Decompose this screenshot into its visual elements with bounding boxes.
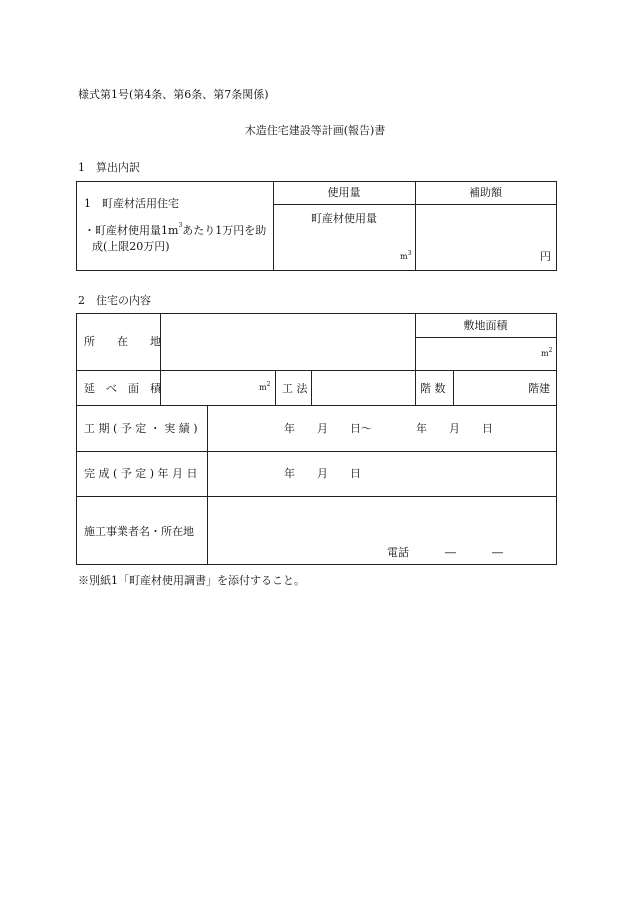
construction-method-label: 工 法 [282, 382, 308, 395]
floors-unit: 階建 [528, 382, 550, 395]
usage-unit: $m^3$ [400, 250, 412, 261]
usage-header: 使用量 [327, 186, 361, 199]
construction-period-label: 工 期 ( 予 定 ・ 実 績 ) [84, 422, 198, 435]
phone-separator-2: ― [492, 546, 503, 559]
completion-date-value: 年 月 日 [284, 467, 361, 480]
phone-label: 電話 [387, 546, 409, 559]
site-area-unit: $m^2$ [541, 347, 553, 358]
floor-area-unit: $m^2$ [259, 381, 271, 392]
completion-date-label: 完 成 ( 予 定 ) 年 月 日 [84, 467, 198, 480]
subsidy-rate-note: ・町産材使用量$1m^3$あたり1万円を助 [84, 222, 267, 237]
contractor-label: 施工事業者名・所在地 [84, 525, 194, 538]
row-title: 1 町産材活用住宅 [84, 197, 179, 210]
subsidy-cap-note: 成(上限20万円) [92, 240, 170, 253]
section1-heading: 1 算出内訳 [78, 161, 140, 174]
page-title: 木造住宅建設等計画(報告)書 [244, 124, 386, 137]
floors-label: 階 数 [420, 382, 446, 395]
location-label: 所 在 地 [84, 335, 161, 348]
attachment-note: ※別紙1「町産材使用調書」を添付すること。 [78, 574, 305, 587]
floor-area-label: 延 べ 面 積 [84, 382, 161, 395]
subsidy-header: 補助額 [469, 186, 502, 199]
form-number: 様式第1号(第4条、第6条、第7条関係) [78, 88, 269, 101]
section2-heading: 2 住宅の内容 [78, 294, 151, 307]
usage-label: 町産材使用量 [311, 212, 377, 225]
subsidy-unit: 円 [540, 250, 551, 263]
construction-period-value: 年 月 日～ 年 月 日 [284, 422, 493, 435]
phone-separator-1: ― [445, 546, 456, 559]
site-area-label: 敷地面積 [463, 319, 508, 332]
